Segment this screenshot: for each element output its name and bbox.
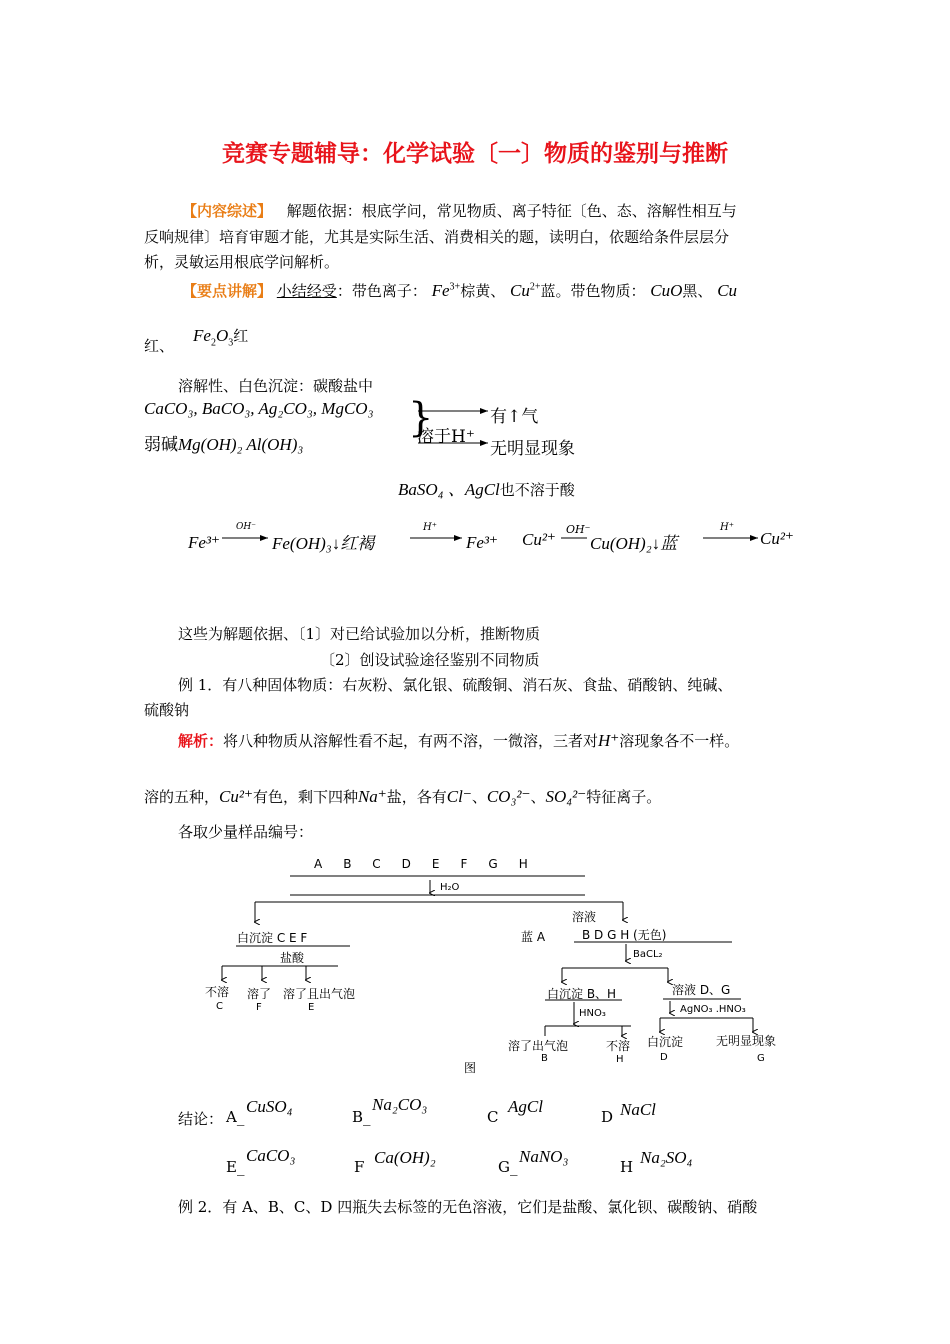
cu2-ion: $Cu^{2+}$ bbox=[509, 281, 541, 300]
fe-mid: Fe(OH)₃↓红褐 bbox=[272, 534, 375, 553]
insoluble-formulas: BaSO₄ 、AgCl bbox=[398, 480, 500, 499]
example1-line-2: 硫酸钠 bbox=[144, 701, 190, 719]
diagram-bacl2: BaCL₂ bbox=[633, 949, 663, 960]
analysis-h: H⁺ bbox=[598, 731, 620, 750]
cu-end: Cu²⁺ bbox=[760, 529, 794, 548]
diagram-left-result-1: 溶了 bbox=[247, 987, 272, 1001]
diagram-bh-letter-0: B bbox=[541, 1053, 548, 1064]
cuo-color: 黑、 bbox=[682, 282, 713, 300]
diagram-bh-result-0: 溶了出气泡 bbox=[508, 1039, 569, 1053]
conclusion-b-formula: Na₂CO₃ bbox=[372, 1095, 428, 1114]
diagram-dg-result-0: 白沉淀 bbox=[647, 1035, 684, 1049]
fe2o3-formula: $Fe_2O_3$ bbox=[193, 326, 234, 349]
diagram-left-letter-0: C bbox=[216, 1001, 223, 1012]
conclusion-b-letter: B_ bbox=[352, 1108, 371, 1126]
diagram-top-letters: ABCDEFGH bbox=[314, 857, 549, 871]
diagram-left-result-0: 不溶 bbox=[205, 985, 230, 999]
diagram-agno3: AgNO₃ .HNO₃ bbox=[680, 1004, 746, 1015]
line3-b: 有色，剩下四种 bbox=[252, 788, 358, 806]
result-gas: 有↑气 bbox=[490, 407, 539, 427]
conclusion-g-formula: NaNO₃ bbox=[519, 1147, 569, 1166]
fe-start: Fe³⁺ bbox=[188, 533, 220, 552]
diagram-left-letter-2: E bbox=[308, 1002, 315, 1013]
line3-c: 盐，各有 bbox=[386, 788, 447, 806]
fe-arrow1-label: OH⁻ bbox=[236, 522, 256, 532]
conclusion-c-letter: C bbox=[487, 1108, 499, 1126]
conclusion-f-formula: Ca(OH)₂ bbox=[374, 1148, 436, 1167]
analysis-text-1: 将八种物质从溶解性看不起，有两不溶，一微溶，三者对 bbox=[223, 732, 599, 750]
cu-arrow2-label: H⁺ bbox=[720, 522, 734, 533]
insoluble-suffix: 也不溶于酸 bbox=[499, 481, 575, 499]
line3-co3: CO₃²⁻ bbox=[486, 787, 531, 806]
conclusion-g-letter: G_ bbox=[498, 1158, 518, 1176]
line3-sep2: 、 bbox=[530, 788, 546, 806]
diagram-left-letter-1: F bbox=[256, 1002, 262, 1013]
overview-line-2: 反响规律〕培育审题才能，尤其是实际生活、消费相关的题，读明白，依题给条件层层分 bbox=[144, 228, 730, 246]
conclusion-label: 结论： bbox=[178, 1110, 224, 1128]
cu-arrow1-label: OH⁻ bbox=[566, 523, 591, 536]
line3-cu: Cu²⁺ bbox=[219, 787, 253, 806]
conclusion-d-letter: D bbox=[601, 1108, 614, 1126]
diagram-left-box: 白沉淀 C E F bbox=[237, 931, 308, 945]
conclusion-a-letter: A_ bbox=[226, 1108, 245, 1126]
keypoints-colon-text: ：带色离子： bbox=[336, 282, 427, 300]
dissolve-in-label: 溶于H⁺ bbox=[417, 427, 475, 447]
overview-line-3: 析，灵敏运用根底学问解析。 bbox=[144, 253, 340, 271]
cu2-color: 蓝。带色物质： bbox=[540, 282, 646, 300]
diagram-caption: 图 bbox=[464, 1061, 477, 1075]
cu-color: 红、 bbox=[144, 337, 175, 355]
page-title: 竞赛专题辅导：化学试验〔一〕物质的鉴别与推断 bbox=[222, 141, 728, 167]
solubility-heading: 溶解性、白色沉淀：碳酸盐中 bbox=[178, 377, 374, 395]
diagram-hno3: HNO₃ bbox=[579, 1008, 606, 1019]
fe3-ion: $Fe^{3+}$ bbox=[431, 281, 461, 300]
cuo-formula: CuO bbox=[650, 281, 683, 300]
diagram-bh-letter-1: H bbox=[616, 1054, 624, 1065]
fe2o3-color: 红 bbox=[233, 327, 249, 345]
diagram-left-result-2: 溶了且出气泡 bbox=[283, 987, 356, 1001]
result-none: 无明显现象 bbox=[490, 439, 575, 459]
diagram-bh-result-1: 不溶 bbox=[606, 1039, 631, 1053]
cu-mid: Cu(OH)₂↓蓝 bbox=[590, 534, 678, 553]
conclusion-h-letter: H bbox=[620, 1158, 634, 1176]
keypoints-tag: 【要点讲解】 bbox=[182, 282, 273, 300]
diagram-dg-result-1: 无明显现象 bbox=[716, 1034, 777, 1048]
line3-so4: SO₄²⁻ bbox=[545, 787, 587, 806]
analysis-text-2: 溶现象各不一样。 bbox=[619, 732, 740, 750]
conclusion-a-formula: CuSO₄ bbox=[246, 1097, 293, 1116]
sample-line: 各取少量样品编号： bbox=[178, 823, 314, 841]
cu-formula: Cu bbox=[717, 281, 738, 300]
conclusion-f-letter: F bbox=[354, 1158, 365, 1176]
overview-tag: 【内容综述】 bbox=[182, 202, 273, 220]
example1-line-1: 例 1．有八种固体物质：右灰粉、氯化银、硫酸铜、消石灰、食盐、硝酸钠、纯碱、 bbox=[178, 676, 733, 694]
conclusion-e-formula: CaCO₃ bbox=[246, 1146, 296, 1165]
conclusion-h-formula: Na₂SO₄ bbox=[640, 1148, 693, 1167]
weak-base-prefix: 弱碱 bbox=[144, 435, 178, 455]
conclusion-d-formula: NaCl bbox=[620, 1100, 656, 1119]
fe-end: Fe³⁺ bbox=[466, 533, 498, 552]
line3-d: 特征离子。 bbox=[586, 788, 662, 806]
conclusion-c-formula: AgCl bbox=[508, 1097, 543, 1116]
line3-a: 溶的五种， bbox=[144, 788, 220, 806]
diagram-right-rest: B D G H (无色) bbox=[582, 928, 667, 942]
keypoints-summary: 小结经受 bbox=[276, 282, 337, 300]
diagram-right-solution: 溶液 bbox=[572, 910, 597, 924]
diagram-dg-letter-0: D bbox=[660, 1052, 668, 1063]
line3-na: Na⁺ bbox=[357, 787, 387, 806]
diagram-dg-letter-1: G bbox=[757, 1053, 765, 1064]
fe3-color: 棕黄、 bbox=[460, 282, 506, 300]
carbonates-list: CaCO₃, BaCO₃, Ag₂CO₃, MgCO₃ bbox=[144, 399, 374, 418]
cu-start: Cu²⁺ bbox=[522, 530, 556, 549]
example2-line-1: 例 2．有 A、B、C、D 四瓶失去标签的无色溶液，它们是盐酸、氯化钡、碳酸钠、硝酸 bbox=[178, 1198, 758, 1216]
overview-text-1: 解题依据：根底学问，常见物质、离子特征〔色、态、溶解性相互与 bbox=[286, 202, 737, 220]
basis-line-1: 这些为解题依据、〔1〕对已给试验加以分析，推断物质 bbox=[178, 625, 541, 643]
conclusion-e-letter: E_ bbox=[226, 1158, 245, 1176]
line3-sep1: 、 bbox=[471, 788, 487, 806]
diagram-water: H₂O bbox=[440, 882, 460, 893]
diagram-acid: 盐酸 bbox=[280, 951, 305, 965]
diagram-right-blue: 蓝 A bbox=[521, 930, 546, 944]
basis-line-2: 〔2〕创设试验途径鉴别不同物质 bbox=[320, 651, 540, 669]
diagram-white-ppt-bh: 白沉淀 B、H bbox=[547, 987, 617, 1001]
line3-cl: Cl⁻ bbox=[446, 787, 472, 806]
analysis-tag: 解析： bbox=[178, 732, 224, 750]
fe-arrow2-label: H⁺ bbox=[423, 522, 437, 533]
brace-icon: } bbox=[408, 395, 434, 441]
weak-base-formulas: Mg(OH)₂ Al(OH)₃ bbox=[178, 435, 304, 454]
diagram-solution-dg: 溶液 D、G bbox=[672, 983, 731, 997]
